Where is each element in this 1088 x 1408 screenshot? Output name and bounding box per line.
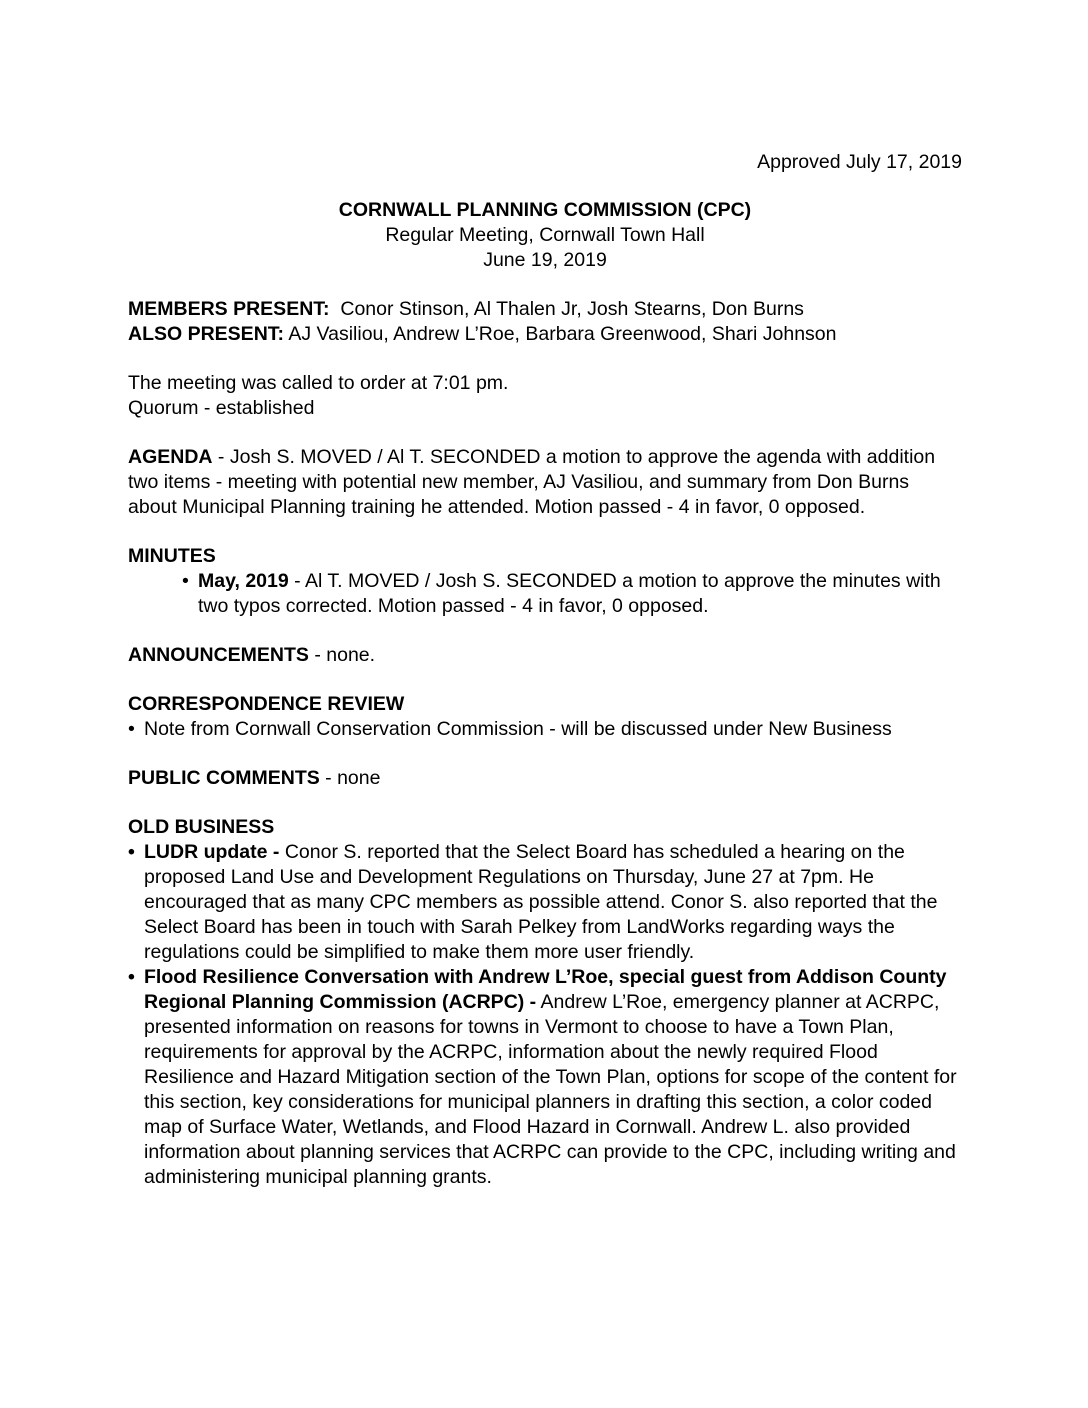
minutes-heading: MINUTES	[128, 545, 216, 567]
meeting-date: June 19, 2019	[483, 249, 607, 271]
agenda-heading: AGENDA	[128, 446, 213, 468]
announcements-section	[128, 643, 962, 668]
list-item-text: Andrew L’Roe, emergency planner at ACRPC, presented information on reasons for towns in Vermont to choose to have a Town Plan, requirements for approval by the ACRPC, information about the newly required Flood Resilience and Hazard Mitigation section of the Town Plan, options for scope of the content for this section, key considerations for municipal planners in drafting this section, a color coded map of Surface Water, Wetlands, and Flood Hazard in Cornwall. Andrew L. also provided information about planning services that ACRPC can provide to the CPC, including writing and administering municipal planning grants.	[144, 991, 957, 1188]
also-label: ALSO PRESENT:	[128, 323, 285, 345]
agenda-text: - Josh S. MOVED / Al T. SECONDED a motion to approve the agenda with addition two items - meeting with potential new member, AJ Vasiliou, and summary from Don Burns about Municipal Planning training he attended. Motion passed - 4 in favor, 0 opposed.	[128, 446, 936, 518]
list-item-label: Flood Resilience Conversation with Andrew L’Roe, special guest from Addison County Regional Planning Commission (ACRPC) -	[144, 966, 947, 1013]
list-item: • Note from Cornwall Conservation Commission - will be discussed under New Business	[144, 717, 962, 742]
list-item	[144, 965, 962, 1190]
public-comments-heading: PUBLIC COMMENTS	[128, 767, 320, 789]
announcements-text: - none.	[308, 644, 376, 666]
old-business-list	[128, 840, 962, 1190]
document-title: CORNWALL PLANNING COMMISSION (CPC)	[338, 199, 752, 221]
list-item-label: May, 2019	[198, 570, 289, 592]
list-item-label: LUDR update -	[144, 841, 280, 863]
announcements-heading: ANNOUNCEMENTS	[128, 644, 309, 666]
correspondence-section	[128, 692, 962, 742]
list-item-text: - Al T. MOVED / Josh S. SECONDED a motion to approve the minutes with two typos corrected. Motion passed - 4 in favor, 0 opposed.	[198, 570, 941, 617]
also-present	[128, 322, 962, 347]
meeting-subtitle: Regular Meeting, Cornwall Town Hall	[385, 224, 705, 246]
quorum-text: Quorum - established	[128, 397, 315, 419]
list-item	[198, 569, 962, 619]
list-item	[144, 840, 962, 965]
minutes-section	[128, 544, 962, 619]
agenda-section	[128, 445, 962, 520]
call-to-order-section	[128, 371, 962, 421]
approval-note: Approved July 17, 2019	[757, 151, 962, 173]
correspondence-heading: CORRESPONDENCE REVIEW	[128, 693, 405, 715]
announcements-paragraph	[128, 643, 962, 668]
minutes-list	[128, 569, 962, 619]
members-present	[128, 297, 962, 322]
minutes-document	[128, 150, 962, 1190]
agenda-paragraph	[128, 445, 962, 520]
also-list: AJ Vasiliou, Andrew L’Roe, Barbara Greenwood, Shari Johnson	[288, 323, 837, 345]
correspondence-list	[128, 717, 962, 742]
attendance-section	[128, 297, 962, 347]
members-list: Conor Stinson, Al Thalen Jr, Josh Stearns, Don Burns	[340, 298, 804, 320]
document-header	[128, 198, 962, 273]
call-to-order-text: The meeting was called to order at 7:01 pm.	[128, 372, 509, 394]
list-item-text: Conor S. reported that the Select Board has scheduled a hearing on the proposed Land Use and Development Regulations on Thursday, June 27 at 7pm. He encouraged that as many CPC members as possible attend. Conor S. also reported that the Select Board has been in touch with Sarah Pelkey from LandWorks regarding ways the regulations could be simplified to make them more user friendly.	[144, 841, 938, 963]
public-comments-paragraph	[128, 766, 962, 791]
public-comments-text: - none	[319, 767, 381, 789]
old-business-section	[128, 815, 962, 1190]
old-business-heading: OLD BUSINESS	[128, 816, 275, 838]
members-label: MEMBERS PRESENT:	[128, 298, 330, 320]
public-comments-section	[128, 766, 962, 791]
